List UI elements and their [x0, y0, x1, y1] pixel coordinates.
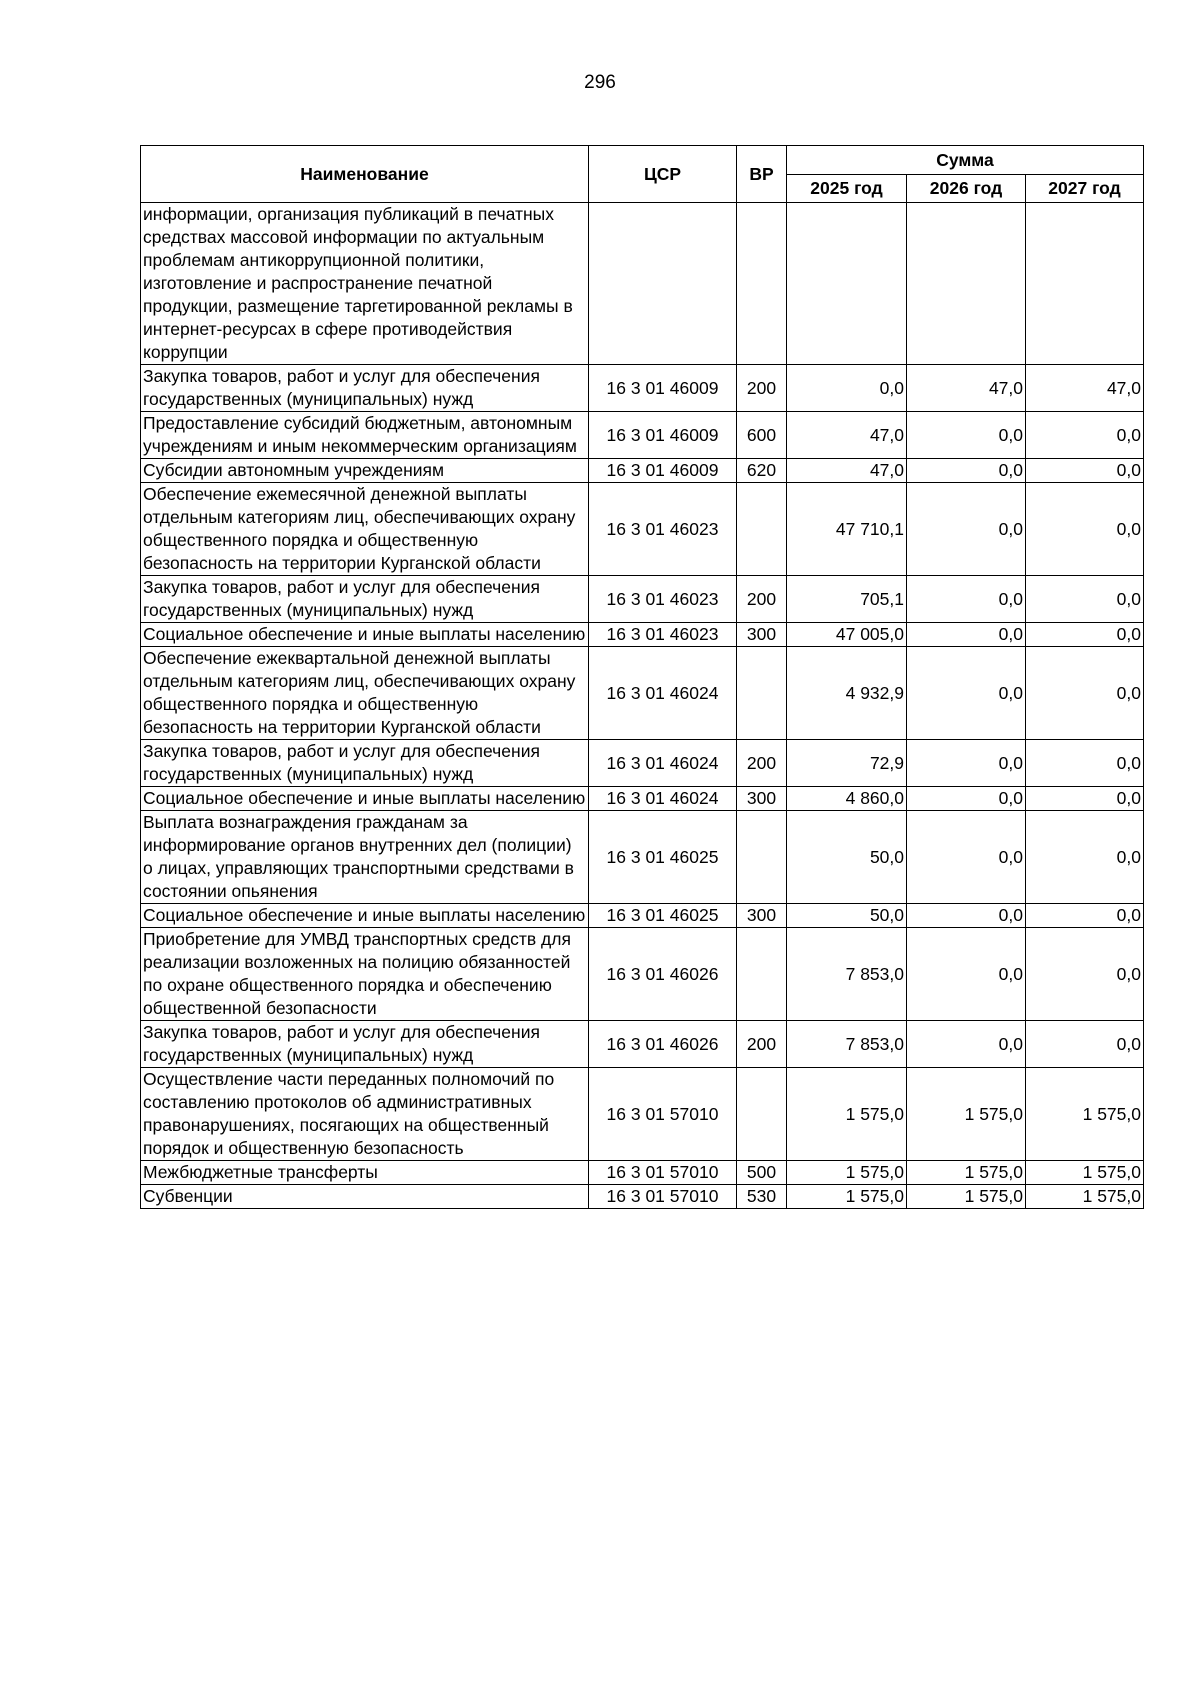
table-row — [141, 1068, 1144, 1161]
cell-2025: 1 575,0 — [787, 1185, 907, 1209]
cell-csr: 16 3 01 46025 — [589, 811, 737, 904]
cell-2025: 1 575,0 — [787, 1068, 907, 1161]
cell-2025: 705,1 — [787, 576, 907, 623]
table-row — [141, 459, 1144, 483]
cell-2025: 50,0 — [787, 904, 907, 928]
cell-2025: 0,0 — [787, 365, 907, 412]
table-row — [141, 412, 1144, 459]
cell-vr: 200 — [737, 365, 787, 412]
cell-vr: 200 — [737, 576, 787, 623]
cell-2027: 0,0 — [1026, 787, 1144, 811]
cell-2026: 0,0 — [907, 787, 1026, 811]
cell-2026: 1 575,0 — [907, 1068, 1026, 1161]
cell-2025: 50,0 — [787, 811, 907, 904]
header-sum: Сумма — [787, 146, 1144, 175]
cell-2025: 4 860,0 — [787, 787, 907, 811]
cell-name: Осуществление части переданных полномочий по составлению протоколов об административных правонарушениях, посягающих на общественный порядок и общественную безопасность — [141, 1068, 589, 1161]
cell-2026: 0,0 — [907, 740, 1026, 787]
cell-2026: 0,0 — [907, 811, 1026, 904]
cell-vr — [737, 647, 787, 740]
budget-table — [140, 145, 1144, 1209]
cell-2025: 1 575,0 — [787, 1161, 907, 1185]
cell-name: Субсидии автономным учреждениям — [141, 459, 589, 483]
cell-2026: 1 575,0 — [907, 1161, 1026, 1185]
cell-2025 — [787, 203, 907, 365]
cell-name: Социальное обеспечение и иные выплаты населению — [141, 787, 589, 811]
table-row — [141, 1021, 1144, 1068]
table-row — [141, 203, 1144, 365]
table-body — [141, 203, 1144, 1209]
cell-vr: 530 — [737, 1185, 787, 1209]
cell-2026: 0,0 — [907, 647, 1026, 740]
cell-2027: 1 575,0 — [1026, 1068, 1144, 1161]
cell-2026 — [907, 203, 1026, 365]
cell-csr: 16 3 01 46009 — [589, 412, 737, 459]
cell-vr: 200 — [737, 1021, 787, 1068]
cell-2027: 0,0 — [1026, 412, 1144, 459]
header-vr: ВР — [737, 146, 787, 203]
cell-vr: 300 — [737, 904, 787, 928]
cell-csr: 16 3 01 46009 — [589, 459, 737, 483]
cell-csr: 16 3 01 46024 — [589, 740, 737, 787]
cell-vr: 500 — [737, 1161, 787, 1185]
page-number: 296 — [584, 72, 616, 93]
cell-csr: 16 3 01 46024 — [589, 647, 737, 740]
cell-name: Закупка товаров, работ и услуг для обеспечения государственных (муниципальных) нужд — [141, 576, 589, 623]
table-header — [141, 146, 1144, 203]
cell-2027: 1 575,0 — [1026, 1161, 1144, 1185]
cell-2025: 72,9 — [787, 740, 907, 787]
cell-2025: 47,0 — [787, 459, 907, 483]
cell-2026: 0,0 — [907, 928, 1026, 1021]
cell-csr: 16 3 01 46026 — [589, 1021, 737, 1068]
cell-vr: 620 — [737, 459, 787, 483]
cell-csr: 16 3 01 46026 — [589, 928, 737, 1021]
cell-2026: 47,0 — [907, 365, 1026, 412]
table-row — [141, 904, 1144, 928]
table-row — [141, 811, 1144, 904]
cell-2026: 0,0 — [907, 1021, 1026, 1068]
cell-2027: 1 575,0 — [1026, 1185, 1144, 1209]
cell-2026: 0,0 — [907, 576, 1026, 623]
cell-vr — [737, 928, 787, 1021]
cell-csr: 16 3 01 46024 — [589, 787, 737, 811]
header-year-2025: 2025 год — [787, 175, 907, 203]
cell-csr: 16 3 01 57010 — [589, 1185, 737, 1209]
cell-2025: 7 853,0 — [787, 928, 907, 1021]
table-row — [141, 1185, 1144, 1209]
cell-name: Субвенции — [141, 1185, 589, 1209]
table-row — [141, 740, 1144, 787]
cell-2027: 47,0 — [1026, 365, 1144, 412]
cell-csr: 16 3 01 57010 — [589, 1161, 737, 1185]
cell-vr: 200 — [737, 740, 787, 787]
cell-name: Выплата вознаграждения гражданам за информирование органов внутренних дел (полиции) о лицах, управляющих транспортными средствами в состоянии опьянения — [141, 811, 589, 904]
cell-2025: 4 932,9 — [787, 647, 907, 740]
header-name: Наименование — [141, 146, 589, 203]
cell-name: Закупка товаров, работ и услуг для обеспечения государственных (муниципальных) нужд — [141, 365, 589, 412]
cell-2027 — [1026, 203, 1144, 365]
cell-2026: 0,0 — [907, 459, 1026, 483]
cell-vr — [737, 1068, 787, 1161]
cell-csr: 16 3 01 46023 — [589, 483, 737, 576]
cell-2027: 0,0 — [1026, 904, 1144, 928]
cell-2025: 47,0 — [787, 412, 907, 459]
cell-name: информации, организация публикаций в печатных средствах массовой информации по актуальным проблемам антикоррупционной политики, изготовление и распространение печатной продукции, размещение таргетированной рекламы в интернет-ресурсах в сфере противодействия коррупции — [141, 203, 589, 365]
cell-2026: 0,0 — [907, 412, 1026, 459]
cell-name: Приобретение для УМВД транспортных средств для реализации возложенных на полицию обязанностей по охране общественного порядка и обеспечению общественной безопасности — [141, 928, 589, 1021]
cell-vr: 300 — [737, 787, 787, 811]
cell-csr: 16 3 01 46009 — [589, 365, 737, 412]
cell-name: Межбюджетные трансферты — [141, 1161, 589, 1185]
cell-2027: 0,0 — [1026, 623, 1144, 647]
cell-2027: 0,0 — [1026, 928, 1144, 1021]
table-row — [141, 576, 1144, 623]
cell-2026: 0,0 — [907, 904, 1026, 928]
cell-2026: 0,0 — [907, 483, 1026, 576]
header-csr: ЦСР — [589, 146, 737, 203]
cell-2025: 7 853,0 — [787, 1021, 907, 1068]
cell-2027: 0,0 — [1026, 740, 1144, 787]
header-year-2026: 2026 год — [907, 175, 1026, 203]
cell-2027: 0,0 — [1026, 576, 1144, 623]
cell-2026: 1 575,0 — [907, 1185, 1026, 1209]
cell-csr: 16 3 01 46023 — [589, 623, 737, 647]
cell-vr — [737, 483, 787, 576]
cell-csr: 16 3 01 46023 — [589, 576, 737, 623]
table-row — [141, 928, 1144, 1021]
cell-csr: 16 3 01 57010 — [589, 1068, 737, 1161]
cell-name: Закупка товаров, работ и услуг для обеспечения государственных (муниципальных) нужд — [141, 1021, 589, 1068]
table-row — [141, 787, 1144, 811]
cell-name: Предоставление субсидий бюджетным, автономным учреждениям и иным некоммерческим организациям — [141, 412, 589, 459]
cell-vr — [737, 203, 787, 365]
cell-vr: 300 — [737, 623, 787, 647]
cell-2025: 47 710,1 — [787, 483, 907, 576]
cell-csr — [589, 203, 737, 365]
cell-name: Закупка товаров, работ и услуг для обеспечения государственных (муниципальных) нужд — [141, 740, 589, 787]
cell-name: Обеспечение ежемесячной денежной выплаты отдельным категориям лиц, обеспечивающих охрану общественного порядка и общественную безопасность на территории Курганской области — [141, 483, 589, 576]
table-row — [141, 365, 1144, 412]
cell-vr: 600 — [737, 412, 787, 459]
header-year-2027: 2027 год — [1026, 175, 1144, 203]
cell-2026: 0,0 — [907, 623, 1026, 647]
table-row — [141, 1161, 1144, 1185]
cell-csr: 16 3 01 46025 — [589, 904, 737, 928]
cell-2025: 47 005,0 — [787, 623, 907, 647]
cell-2027: 0,0 — [1026, 1021, 1144, 1068]
table-row — [141, 623, 1144, 647]
cell-2027: 0,0 — [1026, 647, 1144, 740]
cell-2027: 0,0 — [1026, 459, 1144, 483]
table-row — [141, 647, 1144, 740]
table-row — [141, 483, 1144, 576]
cell-2027: 0,0 — [1026, 811, 1144, 904]
cell-2027: 0,0 — [1026, 483, 1144, 576]
cell-name: Обеспечение ежеквартальной денежной выплаты отдельным категориям лиц, обеспечивающих охрану общественного порядка и общественную безопасность на территории Курганской области — [141, 647, 589, 740]
cell-vr — [737, 811, 787, 904]
cell-name: Социальное обеспечение и иные выплаты населению — [141, 623, 589, 647]
cell-name: Социальное обеспечение и иные выплаты населению — [141, 904, 589, 928]
